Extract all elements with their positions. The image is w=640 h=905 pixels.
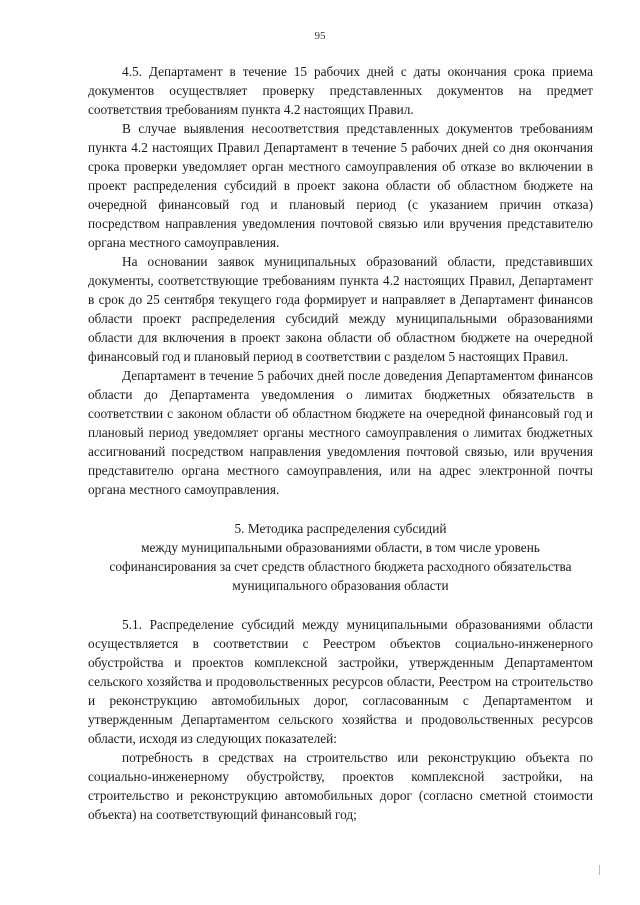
page-number: 95 [314,30,326,42]
margin-mark [599,865,600,875]
paragraph-need-indicator: потребность в средствах на строительство или реконструкцию объекта по социально-инженерному обустройству, проектов комплексной застройки, на строительство и реконструкцию автомобильных дорог (согласно сметной стоимости объекта) на соответствующий финансовый год; [88,750,593,822]
paragraph-applications: На основании заявок муниципальных образований области, представивших документы, соответствующие требованиям пункта 4.2 настоящих Правил, Департамент в срок до 25 сентября текущего года формирует и направляет в Департамент финансов области проект распределения субсидий между муниципальными образованиями области для включения в проект закона области об областном бюджете на очередной финансовый год и плановый период в соответствии с разделом 5 настоящих Правил. [88,254,593,364]
paragraph-4-5: 4.5. Департамент в течение 15 рабочих дней с даты окончания срока приема документов осуществляет проверку представленных документов на предмет соответствия требованиям пункта 4.2 настоящих Правил. [88,64,593,117]
section-heading [88,519,593,595]
document-body [88,62,593,824]
paragraph-notification: Департамент в течение 5 рабочих дней после доведения Департаментом финансов области до Департамента уведомления о лимитах бюджетных обязательств в соответствии с законом области об областном бюджете на очередной финансовый год и плановый период уведомляет органы местного самоуправления о лимитах бюджетных ассигнований посредством направления уведомления почтовой связью, или вручения представителю органа местного самоуправления, или на адрес электронной почты органа местного самоуправления. [88,368,593,497]
paragraph-5-1: 5.1. Распределение субсидий между муниципальными образованиями области осуществляется в соответствии с Реестром объектов социально-инженерного обустройства и проектов комплексной застройки, утвержденным Департаментом сельского хозяйства и продовольственных ресурсов области, Реестром на строительство и реконструкцию автомобильных дорог, согласованным с Департаментом и утвержденным Департаментом сельского хозяйства и продовольственных ресурсов области, исходя из следующих показателей: [88,617,593,746]
section-heading-subtitle: между муниципальными образованиями области, в том числе уровень софинансирования за счет средств областного бюджета расходного обязательства муниципального образования области [109,540,572,593]
section-heading-title: 5. Методика распределения субсидий [234,521,447,536]
paragraph-refusal: В случае выявления несоответствия представленных документов требованиям пункта 4.2 настоящих Правил Департамент в течение 5 рабочих дней со дня окончания срока проверки уведомляет орган местного самоуправления об отказе во включении в проект распределения субсидий в проект закона области об областном бюджете на очередной финансовый год и плановый период (с указанием причин отказа) посредством направления уведомления почтовой связью или вручения представителю органа местного самоуправления. [88,121,593,250]
